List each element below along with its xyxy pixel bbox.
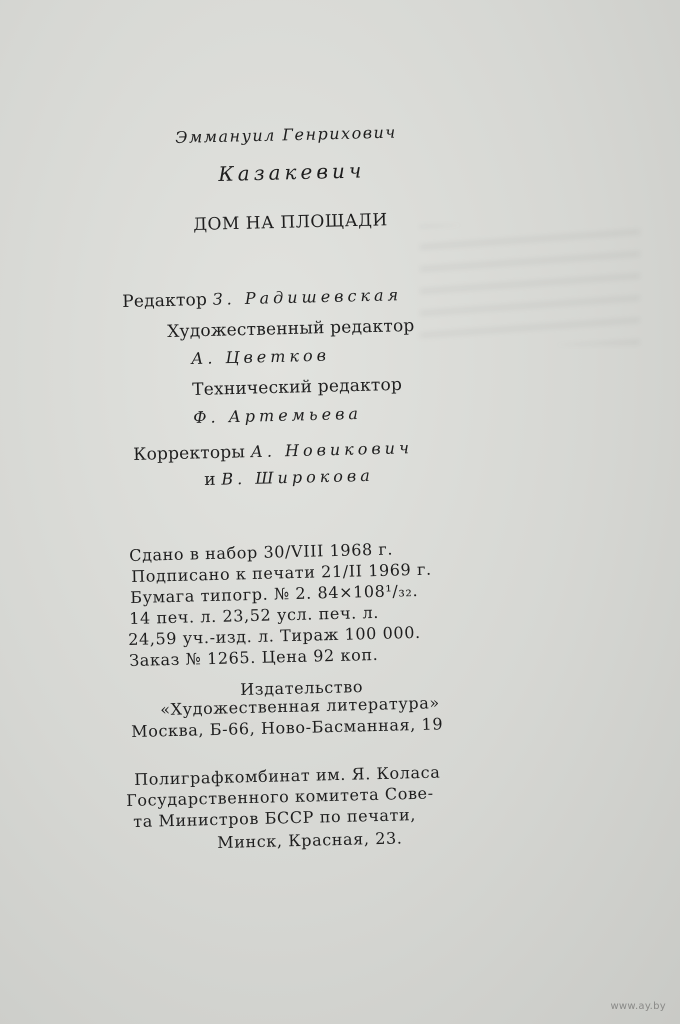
bleed-through-shadow (420, 225, 640, 345)
publisher-address: Москва, Б-66, Ново-Басманная, 19 (131, 714, 444, 741)
imprint-line-print-run: 24,59 уч.-изд. л. Тираж 100 000. (128, 622, 421, 649)
printer-line-1: Полиграфкомбинат им. Я. Коласа (134, 762, 441, 789)
publisher-label: Издательство (240, 676, 364, 699)
printer-line-3: та Министров БССР по печати, (133, 805, 417, 831)
tech-editor-name: Ф. Артемьева (193, 403, 363, 427)
printer-line-4: Минск, Красная, 23. (217, 828, 403, 852)
art-editor-name: А. Цветков (191, 345, 331, 368)
art-editor-role: Художественный редактор (167, 315, 415, 342)
tech-editor-role: Технический редактор (192, 374, 403, 400)
imprint-line-sheets: 14 печ. л. 23,52 усл. печ. л. (129, 602, 380, 628)
author-last-name: Казакевич (218, 158, 366, 186)
imprint-line-signed: Подписано к печати 21/II 1969 г. (131, 559, 432, 586)
imprint-line-paper: Бумага типогр. № 2. 84×108¹/₃₂. (130, 580, 419, 607)
proofreaders-credit (133, 438, 413, 465)
proofreaders-role: Корректоры (133, 442, 246, 465)
proofreader-1-name: А. Новикович (250, 438, 414, 462)
author-first-names: Эммануил Генрихович (175, 122, 397, 147)
editor-credit (122, 285, 402, 312)
proofreader-2-credit (204, 466, 374, 490)
imprint-line-typeset: Сдано в набор 30/VIII 1968 г. (129, 539, 394, 565)
editor-role: Редактор (122, 289, 208, 312)
publisher-name: «Художественная литература» (160, 693, 440, 719)
imprint-line-order-price: Заказ № 1265. Цена 92 коп. (129, 644, 379, 670)
proofreader-2-name: В. Широкова (221, 465, 374, 489)
site-watermark: www.ay.by (610, 1001, 666, 1012)
proofreader-conjunction: и (204, 469, 217, 490)
book-title: ДОМ НА ПЛОЩАДИ (193, 210, 388, 235)
printer-line-2: Государственного комитета Сове- (126, 783, 434, 810)
editor-name: З. Радишевская (212, 285, 403, 309)
